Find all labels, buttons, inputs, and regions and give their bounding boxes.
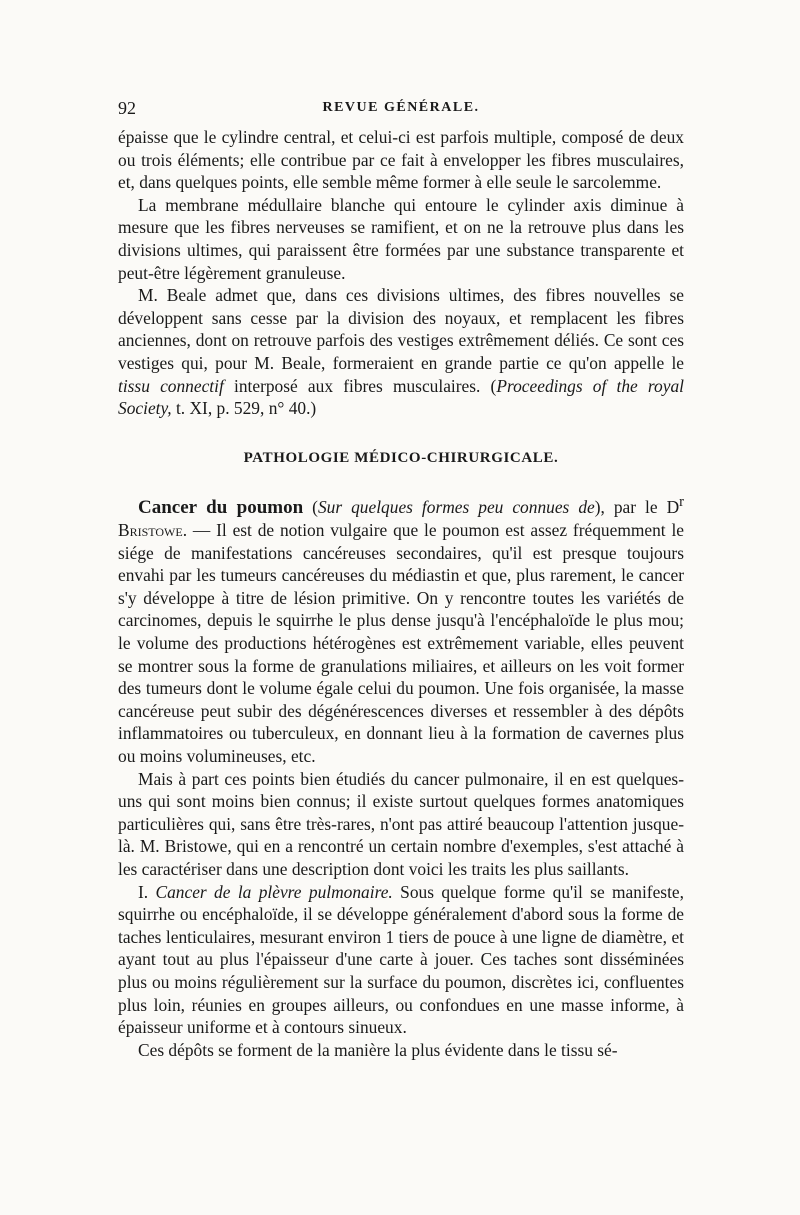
running-head: REVUE GÉNÉRALE.: [322, 100, 480, 115]
page-number: 92: [118, 98, 136, 118]
section-title: PATHOLOGIE MÉDICO-CHIRURGICALE.: [243, 449, 559, 466]
document-page: [118, 98, 684, 1061]
author-name: Bristowe.: [118, 520, 188, 541]
paragraph-numbered-one: I. Cancer de la plèvre pulmonaire. Sous quelque forme qu'il se manifeste, squirrhe ou encéphaloïde, il se développe généralement d'abord sous la forme de taches lenticulaires, mesurant environ 1 tiers de pouce à une ligne de diamètre, et ayant tout au plus l'épaisseur d'une carte à jouer. Ces taches sont disséminées plus ou moins régulièrement sur la surface du poumon, discrètes ici, confluentes plus loin, réunies en groupes ailleurs, ou confondues en une masse informe, à épaisseur uniforme et à contours sinueux.: [118, 881, 684, 1038]
paragraph-beale: M. Beale admet que, dans ces divisions ultimes, des fibres nouvelles se développent sans cesse par la division des noyaux, et remplacent les fibres anciennes, dont on retrouve parfois des vestiges extrêmement déliés. Ce sont ces vestiges qui, pour M. Beale, formeraient en grande partie ce qu'on appelle le tissu connectif interposé aux fibres musculaires. (Proceedings of the royal Society, t. XI, p. 529, n° 40.): [118, 285, 684, 419]
article-subtitle: Sur quelques formes peu connues de: [317, 496, 595, 517]
page-header: [118, 98, 684, 122]
paragraph-last: Ces dépôts se forment de la manière la plus évidente dans le tissu sé-: [138, 1039, 618, 1060]
paragraph-epaisse: épaisse que le cylindre central, et celui-ci est parfois multiple, composé de deux ou trois éléments; elle contribue par ce fait à envelopper les fibres musculaires, et, dans quelques points, elle semble même former à elle seule le sarcolemme.: [118, 127, 684, 193]
paragraph-membrane: La membrane médullaire blanche qui entoure le cylinder axis diminue à mesure que les fibres nerveuses se ramifient, et on ne la retrouve plus dans les divisions ultimes, qui paraissent être formées par une substance transparente et peut-être légèrement granuleuse.: [118, 194, 684, 283]
subsection-title: Cancer de la plèvre pulmonaire.: [155, 881, 393, 902]
paragraph-mais: Mais à part ces points bien étudiés du cancer pulmonaire, il en est quelques-uns qui sont moins bien connus; il existe surtout quelques formes anatomiques particulières qui, sans être très-rares, n'ont pas attiré beaucoup l'attention jusque-là. M. Bristowe, qui en a rencontré un certain nombre d'exemples, s'est attaché à les caractériser dans une description dont voici les traits les plus saillants.: [118, 768, 684, 880]
article-title: Cancer du poumon: [138, 496, 304, 518]
article-paragraph: Cancer du poumon (Sur quelques formes peu connues de), par le $D^r$ Bristowe. — Il est de notion vulgaire que le poumon est assez fréquemment le siége de manifestations cancéreuses secondaires, qu'il est presque toujours envahi par les tumeurs cancéreuses du médiastin et que, plus rarement, le cancer s'y développe à titre de lésion primitive. On y rencontre toutes les variétés de carcinomes, depuis le squirrhe le plus dense jusqu'à l'encéphaloïde le plus mou; le volume des productions hétérogènes est extrêmement variable, elles peuvent se montrer sous la forme de granulations miliaires, et ailleurs on les voit former des tumeurs dont le volume égale celui du poumon. Une fois organisée, la masse cancéreuse peut subir des dégénérescences diverses et ressembler à des dépôts inflammatoires ou tuberculeux, en donnant lieu à la formation de cavernes plus ou moins volumineuses, etc.: [118, 493, 684, 767]
